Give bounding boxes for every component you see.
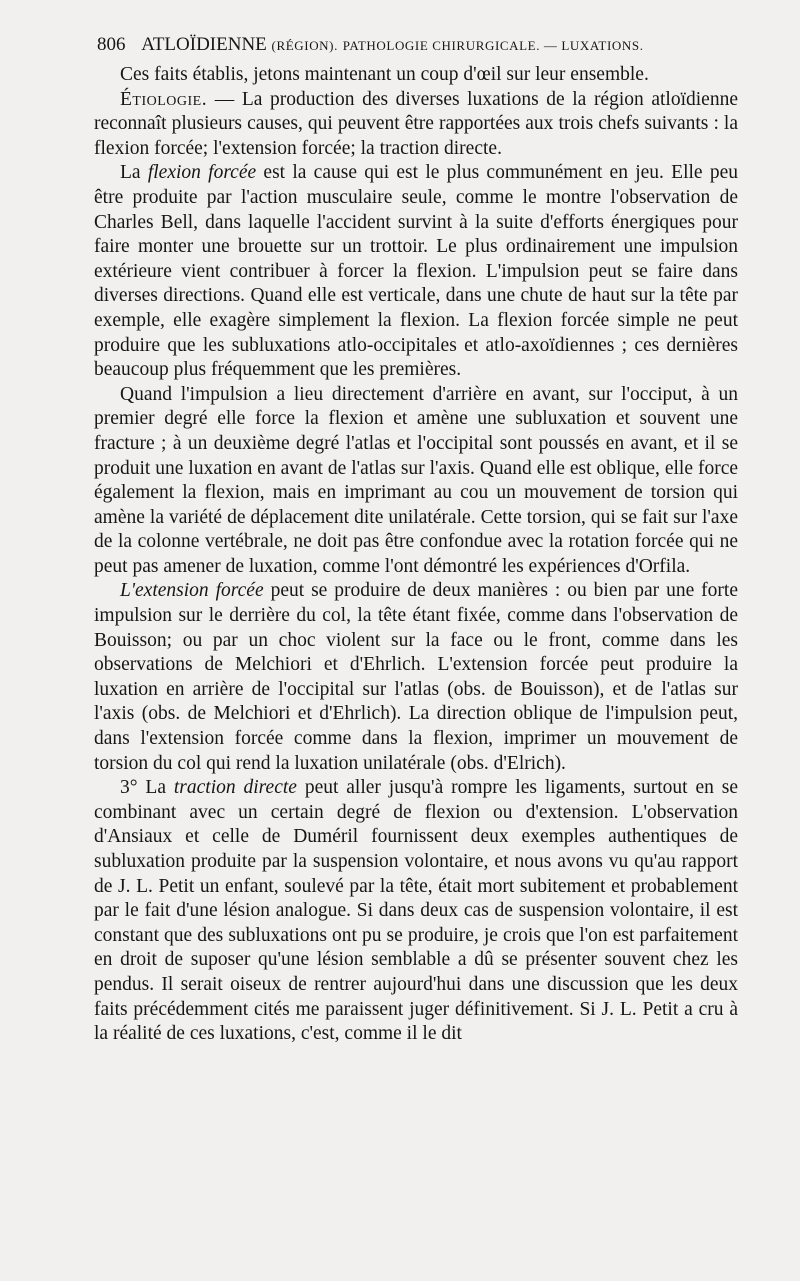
paragraph-intro-text: Ces faits établis, jetons maintenant un coup d'œil sur leur ensemble. xyxy=(120,64,649,85)
paragraph-extension xyxy=(94,579,738,776)
paragraph-traction-lead: 3° La xyxy=(120,777,174,799)
paragraph-flexion-text: est la cause qui est le plus communément en jeu. Elle peu être produite par l'action musculaire seule, comme le montre l'observation de Charles Bell, dans laquelle l'accident survint à la suite d'efforts énergiques pour faire monter une brouette sur un trottoir. Le plus ordinairement une impulsion extérieure vient contribuer à forcer la flexion. L'impulsion peut se faire dans diverses directions. Quand elle est verticale, dans une chute de haut sur la tête par exemple, elle exagère simplement la flexion. La flexion forcée simple ne peut produire que les subluxations atlo-occipitales et atlo-axoïdiennes ; ces dernières beaucoup plus fréquemment que les premières. xyxy=(94,162,738,381)
header-title: ATLOÏDIENNE xyxy=(141,34,267,55)
page-number: 806 xyxy=(97,34,126,55)
header-section: PATHOLOGIE CHIRURGICALE. — LUXATIONS. xyxy=(342,38,644,53)
paragraph-traction xyxy=(94,776,738,1047)
term-extension-forcee: L'extension forcée xyxy=(120,580,264,602)
body-text xyxy=(94,63,738,1047)
term-flexion-forcee: flexion forcée xyxy=(147,162,257,184)
running-header xyxy=(97,32,697,59)
term-traction-directe: traction directe xyxy=(173,777,297,799)
paragraph-intro xyxy=(94,63,738,88)
paragraph-flexion-lead: La xyxy=(120,162,148,184)
paragraph-impulsion-text: Quand l'impulsion a lieu directement d'arrière en avant, sur l'occiput, à un premier degré elle force la flexion et amène une subluxation et souvent une fracture ; à un deuxième degré l'atlas et l'occipital sont poussés en avant, et il se produit une luxation en avant de l'atlas sur l'axis. Quand elle est oblique, elle force également la flexion, mais en imprimant au cou un mouvement de torsion qui amène la variété de déplacement dite unilatérale. Cette torsion, qui se fait sur l'axe de la colonne vertébrale, ne doit pas être confondue avec la rotation forcée qui ne peut pas amener de luxation, comme l'ont démontré les expériences d'Orfila. xyxy=(94,383,738,577)
paragraph-traction-text: peut aller jusqu'à rompre les ligaments, surtout en se combinant avec un certain degré de flexion ou d'extension. L'observation d'Ansiaux et celle de Duméril fournissent deux exemples authentiques de subluxation produite par la suspension volontaire, et nous avons vu qu'au rapport de J. L. Petit un enfant, soulevé par la tête, était mort subitement et probablement par le fait d'une lésion analogue. Si dans deux cas de suspension volontaire, il est constant que des subluxations ont pu se produire, je crois que l'on est parfaitement en droit de suposer qu'une lésion semblable a dû se présenter souvent chez les pendus. Il serait oiseux de rentrer aujourd'hui dans une discussion que les deux faits précédemment cités me paraissent juger définitivement. Si J. L. Petit a cru à la réalité de ces luxations, c'est, comme il le dit xyxy=(94,777,738,1045)
paragraph-etiologie xyxy=(94,88,738,162)
paragraph-extension-text: peut se produire de deux manières : ou bien par une forte impulsion sur le derrière du col, la tête étant fixée, comme dans l'observation de Bouisson; ou par un choc violent sur la face ou le front, comme dans les observations de Melchiori et d'Ehrlich. L'extension forcée peut produire la luxation en arrière de l'occipital sur l'atlas (obs. de Bouisson), et de l'atlas sur l'axis (obs. de Melchiori et d'Ehrlich). La direction oblique de l'impulsion peut, dans l'extension forcée comme dans la flexion, imprimer un mouvement de torsion du col qui rend la luxation unilatérale (obs. d'Elrich). xyxy=(94,580,738,774)
paragraph-flexion xyxy=(94,161,738,382)
paragraph-impulsion xyxy=(94,383,738,580)
paragraph-etiologie-text: — La production des diverses luxations de la région atloïdienne reconnaît plusieurs causes, qui peuvent être rapportées aux trois chefs suivants : la flexion forcée; l'extension forcée; la traction directe. xyxy=(94,88,738,159)
header-region: (RÉGION). xyxy=(271,38,338,53)
section-label-etiologie: Étiologie. xyxy=(120,88,208,110)
